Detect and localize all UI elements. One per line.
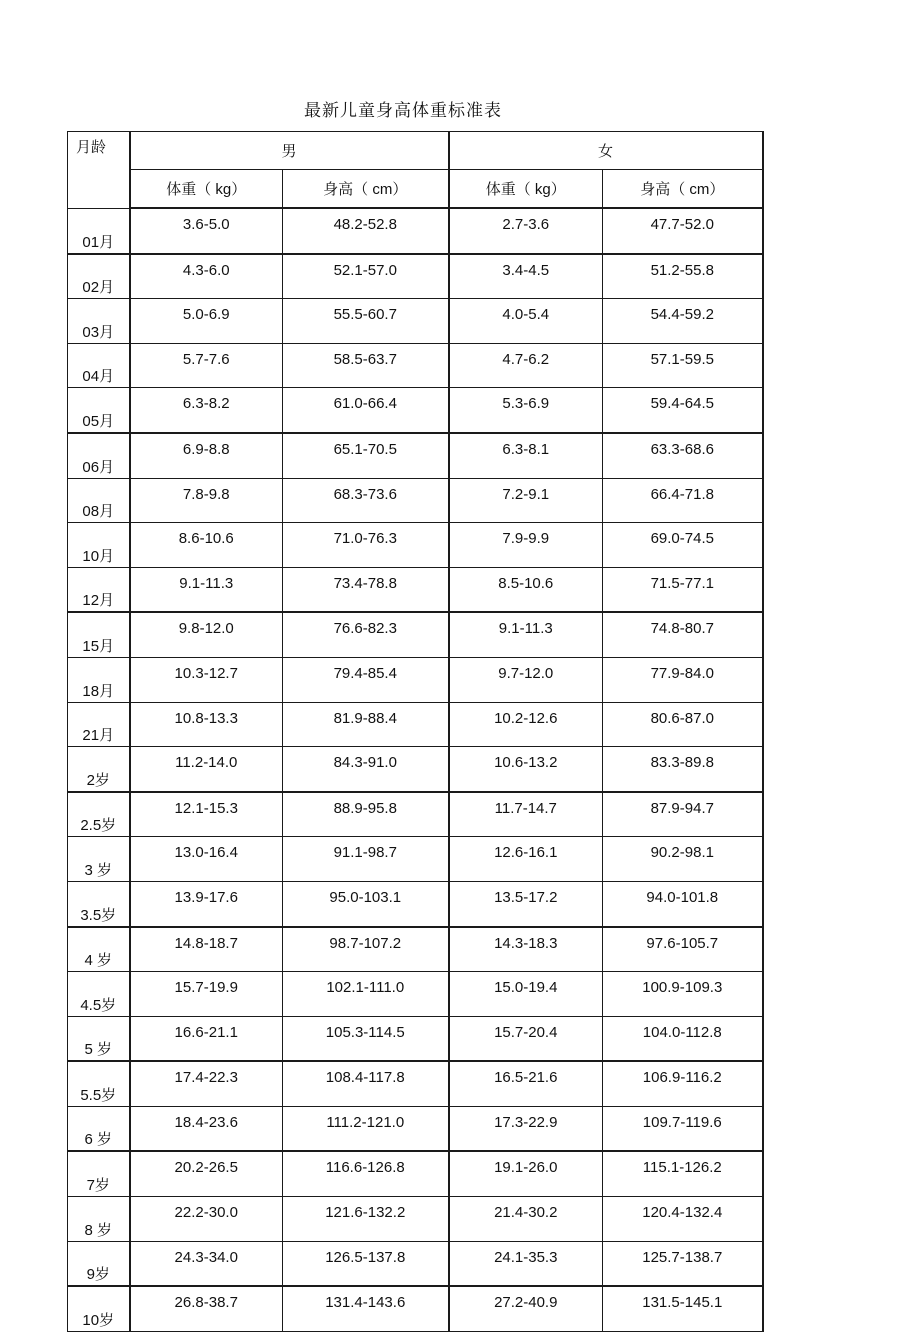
female-height-cell: 104.0-112.8 [603, 1016, 763, 1061]
female-height-cell: 66.4-71.8 [603, 478, 763, 523]
table-row [68, 299, 763, 344]
age-cell: 01月 [68, 208, 130, 254]
female-height-cell: 57.1-59.5 [603, 343, 763, 388]
male-height-cell: 108.4-117.8 [283, 1061, 449, 1106]
male-height-cell: 121.6-132.2 [283, 1197, 449, 1242]
female-height-cell: 131.5-145.1 [603, 1286, 763, 1331]
age-cell: 10岁 [68, 1286, 130, 1331]
male-weight-cell: 7.8-9.8 [130, 478, 283, 523]
age-cell: 2岁 [68, 747, 130, 792]
male-weight-cell: 15.7-19.9 [130, 972, 283, 1017]
female-height-cell: 106.9-116.2 [603, 1061, 763, 1106]
age-cell: 2.5岁 [68, 792, 130, 837]
table-row [68, 972, 763, 1017]
female-height-cell: 51.2-55.8 [603, 254, 763, 299]
female-height-cell: 71.5-77.1 [603, 567, 763, 612]
male-height-cell: 71.0-76.3 [283, 523, 449, 568]
male-height-cell: 102.1-111.0 [283, 972, 449, 1017]
female-height-cell: 74.8-80.7 [603, 612, 763, 657]
age-cell: 7岁 [68, 1151, 130, 1196]
age-cell: 02月 [68, 254, 130, 299]
male-height-cell: 65.1-70.5 [283, 433, 449, 478]
female-height-cell: 90.2-98.1 [603, 837, 763, 882]
female-weight-cell: 27.2-40.9 [449, 1286, 603, 1331]
male-weight-cell: 9.1-11.3 [130, 567, 283, 612]
age-cell: 5 岁 [68, 1016, 130, 1061]
female-weight-cell: 16.5-21.6 [449, 1061, 603, 1106]
female-weight-cell: 6.3-8.1 [449, 433, 603, 478]
male-height-header: 身高（ cm） [283, 170, 449, 209]
male-height-cell: 52.1-57.0 [283, 254, 449, 299]
age-cell: 4 岁 [68, 927, 130, 972]
age-cell: 9岁 [68, 1241, 130, 1286]
age-cell: 21月 [68, 702, 130, 747]
age-cell: 03月 [68, 299, 130, 344]
table-row [68, 927, 763, 972]
female-weight-cell: 3.4-4.5 [449, 254, 603, 299]
table-row [68, 343, 763, 388]
male-height-cell: 84.3-91.0 [283, 747, 449, 792]
male-height-cell: 111.2-121.0 [283, 1106, 449, 1151]
male-height-cell: 98.7-107.2 [283, 927, 449, 972]
male-height-cell: 79.4-85.4 [283, 657, 449, 702]
male-weight-cell: 13.0-16.4 [130, 837, 283, 882]
male-weight-cell: 5.7-7.6 [130, 343, 283, 388]
female-weight-cell: 12.6-16.1 [449, 837, 603, 882]
female-weight-cell: 4.7-6.2 [449, 343, 603, 388]
table-row [68, 792, 763, 837]
table-row [68, 612, 763, 657]
female-height-cell: 59.4-64.5 [603, 388, 763, 433]
age-cell: 3 岁 [68, 837, 130, 882]
male-weight-cell: 8.6-10.6 [130, 523, 283, 568]
female-height-header: 身高（ cm） [603, 170, 763, 209]
male-height-cell: 105.3-114.5 [283, 1016, 449, 1061]
male-weight-cell: 12.1-15.3 [130, 792, 283, 837]
growth-standard-table [67, 131, 764, 1332]
male-height-cell: 73.4-78.8 [283, 567, 449, 612]
female-weight-cell: 13.5-17.2 [449, 881, 603, 926]
age-cell: 10月 [68, 523, 130, 568]
female-weight-cell: 2.7-3.6 [449, 208, 603, 254]
male-height-cell: 91.1-98.7 [283, 837, 449, 882]
female-weight-cell: 4.0-5.4 [449, 299, 603, 344]
table-row [68, 1286, 763, 1331]
female-height-cell: 94.0-101.8 [603, 881, 763, 926]
table-row [68, 1197, 763, 1242]
female-weight-cell: 8.5-10.6 [449, 567, 603, 612]
age-cell: 4.5岁 [68, 972, 130, 1017]
male-weight-header: 体重（ kg） [130, 170, 283, 209]
table-row [68, 1151, 763, 1196]
age-cell: 04月 [68, 343, 130, 388]
table-row [68, 702, 763, 747]
female-height-cell: 47.7-52.0 [603, 208, 763, 254]
female-height-cell: 69.0-74.5 [603, 523, 763, 568]
male-weight-cell: 3.6-5.0 [130, 208, 283, 254]
male-weight-cell: 11.2-14.0 [130, 747, 283, 792]
male-height-cell: 88.9-95.8 [283, 792, 449, 837]
male-height-cell: 95.0-103.1 [283, 881, 449, 926]
male-height-cell: 126.5-137.8 [283, 1241, 449, 1286]
female-weight-cell: 19.1-26.0 [449, 1151, 603, 1196]
male-group-header: 男 [130, 132, 449, 170]
table-row [68, 657, 763, 702]
male-height-cell: 61.0-66.4 [283, 388, 449, 433]
age-cell: 05月 [68, 388, 130, 433]
male-weight-cell: 9.8-12.0 [130, 612, 283, 657]
age-cell: 08月 [68, 478, 130, 523]
male-height-cell: 68.3-73.6 [283, 478, 449, 523]
table-row [68, 478, 763, 523]
male-weight-cell: 10.3-12.7 [130, 657, 283, 702]
male-height-cell: 76.6-82.3 [283, 612, 449, 657]
female-weight-cell: 14.3-18.3 [449, 927, 603, 972]
female-weight-cell: 15.0-19.4 [449, 972, 603, 1017]
female-weight-cell: 21.4-30.2 [449, 1197, 603, 1242]
age-cell: 8 岁 [68, 1197, 130, 1242]
female-weight-cell: 9.1-11.3 [449, 612, 603, 657]
male-height-cell: 58.5-63.7 [283, 343, 449, 388]
female-weight-cell: 7.2-9.1 [449, 478, 603, 523]
male-height-cell: 131.4-143.6 [283, 1286, 449, 1331]
table-row [68, 567, 763, 612]
female-weight-cell: 5.3-6.9 [449, 388, 603, 433]
female-height-cell: 97.6-105.7 [603, 927, 763, 972]
age-cell: 5.5岁 [68, 1061, 130, 1106]
male-weight-cell: 6.9-8.8 [130, 433, 283, 478]
table-row [68, 388, 763, 433]
female-weight-cell: 15.7-20.4 [449, 1016, 603, 1061]
male-weight-cell: 26.8-38.7 [130, 1286, 283, 1331]
header-row-measures [68, 170, 763, 209]
female-weight-cell: 10.2-12.6 [449, 702, 603, 747]
table-row [68, 837, 763, 882]
table-row [68, 1106, 763, 1151]
table-row [68, 523, 763, 568]
age-cell: 06月 [68, 433, 130, 478]
male-weight-cell: 13.9-17.6 [130, 881, 283, 926]
female-height-cell: 83.3-89.8 [603, 747, 763, 792]
female-height-cell: 63.3-68.6 [603, 433, 763, 478]
male-weight-cell: 6.3-8.2 [130, 388, 283, 433]
male-height-cell: 48.2-52.8 [283, 208, 449, 254]
female-group-header: 女 [449, 132, 763, 170]
female-height-cell: 77.9-84.0 [603, 657, 763, 702]
page-title: 最新儿童身高体重标准表 [304, 101, 502, 121]
table-row [68, 1061, 763, 1106]
header-row-gender [68, 132, 763, 170]
age-column-header: 月龄 [68, 132, 130, 209]
male-weight-cell: 17.4-22.3 [130, 1061, 283, 1106]
female-height-cell: 115.1-126.2 [603, 1151, 763, 1196]
female-weight-cell: 7.9-9.9 [449, 523, 603, 568]
male-weight-cell: 22.2-30.0 [130, 1197, 283, 1242]
table-row [68, 1241, 763, 1286]
female-height-cell: 54.4-59.2 [603, 299, 763, 344]
female-weight-cell: 24.1-35.3 [449, 1241, 603, 1286]
table-row [68, 208, 763, 254]
male-weight-cell: 4.3-6.0 [130, 254, 283, 299]
female-height-cell: 120.4-132.4 [603, 1197, 763, 1242]
female-height-cell: 80.6-87.0 [603, 702, 763, 747]
female-height-cell: 125.7-138.7 [603, 1241, 763, 1286]
male-height-cell: 55.5-60.7 [283, 299, 449, 344]
female-weight-cell: 10.6-13.2 [449, 747, 603, 792]
male-weight-cell: 5.0-6.9 [130, 299, 283, 344]
female-weight-cell: 9.7-12.0 [449, 657, 603, 702]
table-body [68, 208, 763, 1331]
table-row [68, 254, 763, 299]
table-row [68, 747, 763, 792]
male-weight-cell: 24.3-34.0 [130, 1241, 283, 1286]
female-weight-cell: 11.7-14.7 [449, 792, 603, 837]
female-weight-cell: 17.3-22.9 [449, 1106, 603, 1151]
male-weight-cell: 16.6-21.1 [130, 1016, 283, 1061]
male-weight-cell: 10.8-13.3 [130, 702, 283, 747]
age-cell: 3.5岁 [68, 881, 130, 926]
male-weight-cell: 14.8-18.7 [130, 927, 283, 972]
male-weight-cell: 18.4-23.6 [130, 1106, 283, 1151]
table-row [68, 1016, 763, 1061]
male-height-cell: 81.9-88.4 [283, 702, 449, 747]
male-weight-cell: 20.2-26.5 [130, 1151, 283, 1196]
female-height-cell: 87.9-94.7 [603, 792, 763, 837]
female-height-cell: 100.9-109.3 [603, 972, 763, 1017]
age-cell: 6 岁 [68, 1106, 130, 1151]
male-height-cell: 116.6-126.8 [283, 1151, 449, 1196]
table-row [68, 433, 763, 478]
table-row [68, 881, 763, 926]
female-weight-header: 体重（ kg） [449, 170, 603, 209]
age-cell: 12月 [68, 567, 130, 612]
female-height-cell: 109.7-119.6 [603, 1106, 763, 1151]
age-cell: 15月 [68, 612, 130, 657]
age-cell: 18月 [68, 657, 130, 702]
